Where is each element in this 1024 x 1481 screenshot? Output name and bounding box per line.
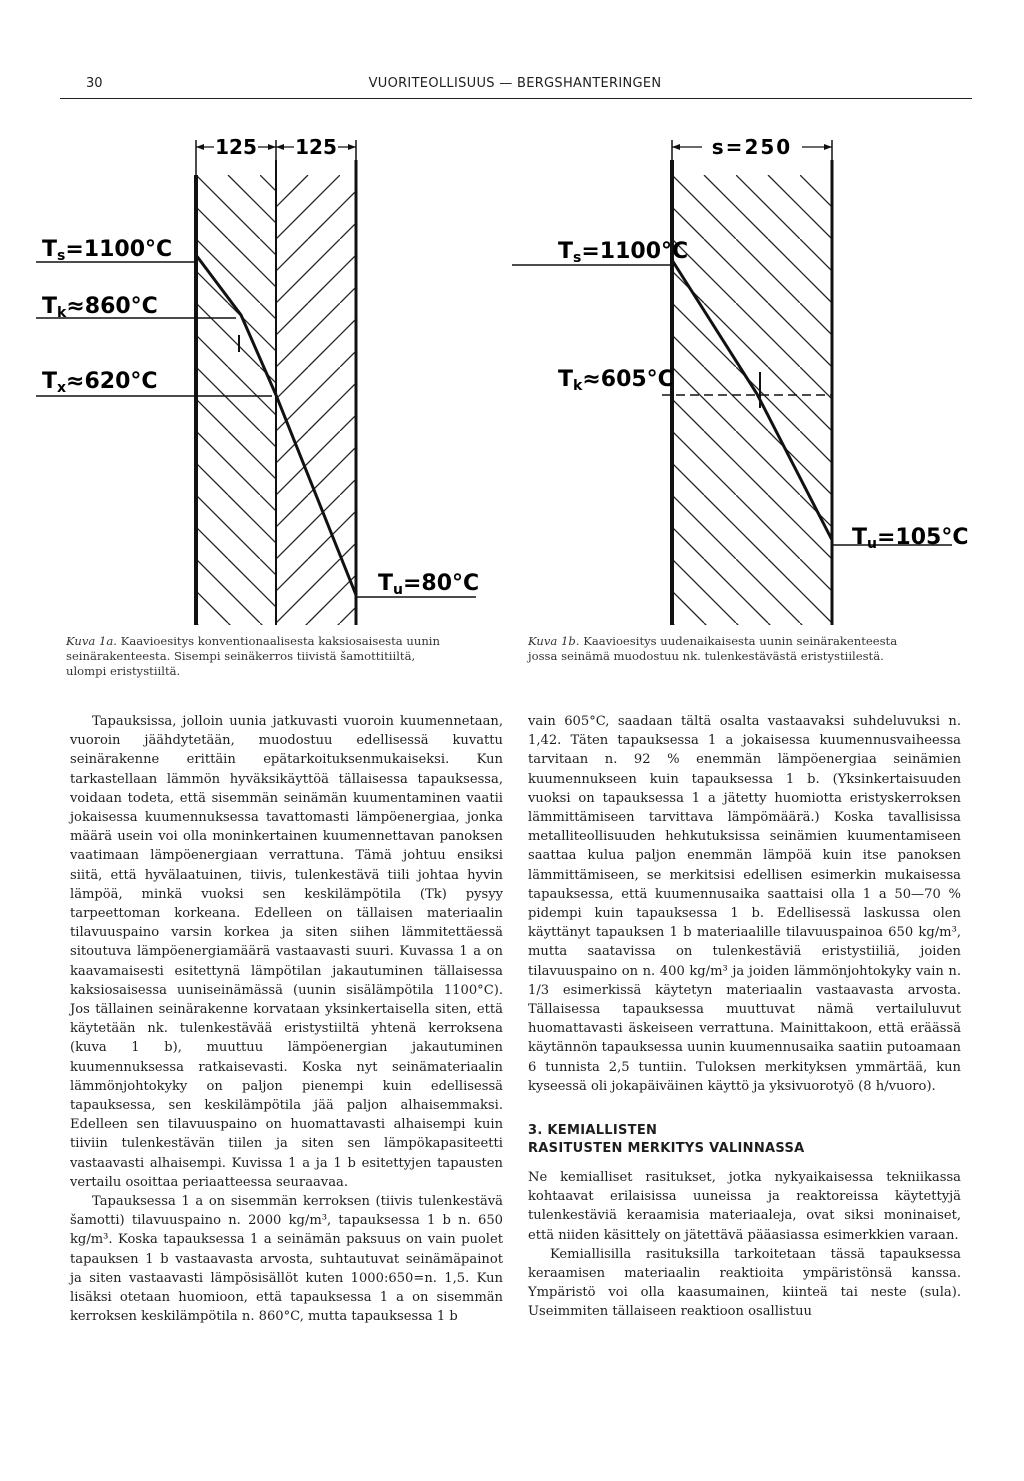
- label-tu: Tu=80°C: [378, 571, 480, 598]
- running-title: VUORITEOLLISUUS — BERGSHANTERINGEN: [368, 76, 662, 91]
- label-tk: Tk≈605°C: [558, 367, 674, 394]
- left-column: [70, 712, 503, 1327]
- page-header: [60, 76, 970, 98]
- dimension-label-inner: 125: [215, 135, 257, 159]
- inner-layer-hatch: [196, 175, 276, 625]
- figure-1b: [512, 120, 972, 630]
- label-tk: Tk≈860°C: [42, 294, 158, 321]
- dimension-label: s=250: [711, 135, 793, 159]
- section-heading: 3. KEMIALLISTEN RASITUSTEN MERKITYS VALINNASSA: [528, 1123, 805, 1157]
- figure-1a-diagram: [36, 120, 486, 630]
- figure-1a: [36, 120, 486, 630]
- paragraph: Ne kemialliset rasitukset, jotka nykyaikaisessa tekniikassa kohtaavat erilaisissa uuneissa ja reaktoreissa käytettyjä tulenkestäviä keraamisia materiaaleja, ovat siksi moninaiset, että niiden käsittely on jätettävä pääasiassa esimerkkien varaan.: [528, 1170, 961, 1243]
- caption-1b: Kuva 1b. Kaavioesitys uudenaikaisesta uunin seinärakenteesta jossa seinämä muodostuu nk. tulenkestävästä eristystiilestä.: [528, 634, 898, 663]
- paragraph: Tapauksissa, jolloin uunia jatkuvasti vuoroin kuumennetaan, vuoroin jäähdytetään, muodostuu edellisessä kuvattu seinärakenne erittäin epätarkoituksenmukaiseksi. Kun tarkastellaan lämmön hyväksikäyttöä tällaisessa tapauksessa, voidaan todeta, että sisemmän seinämän kuumentaminen vaatii jokaisessa kuumennuksessa tavattomasti lämpöenergiaa, jonka määrä usein voi olla moninkertainen kuumennettavan panoksen vaatimaan lämpöenergiaan verrattuna. Tämä johtuu ensiksi siitä, että hyvälaatuinen, tiivis, tulenkestävä tiili johtaa hyvin lämpöä, minkä vuoksi sen keskilämpötila (Tk) pysyy tarpeettoman korkeana. Edelleen on tällaisen materiaalin tilavuuspaino varsin korkea ja siten siihen lämmitettäessä sitoutuva lämpöenergiamäärä vastaavasti suuri. Kuvassa 1 a on kaavamaisesti esitettynä lämpötilan jakautuminen tällaisessa kaksiosaisessa uuniseinämässä (uunin sisälämpötila 1100°C). Jos tällainen seinärakenne korvataan yksinkertaisella siten, että käytetään nk. tulenkestävää eristystiiltä yhtenä kerroksena (kuva 1 b), muuttuu lämpöenergian jakautuminen kuumennuksessa ratkaisevasti. Koska nyt seinämateriaalin lämmönjohtokyky on paljon pienempi kuin edellisessä tapauksessa, sen keskilämpötila jää paljon alhaisemmaksi. Edelleen sen tilavuuspaino on huomattavasti alhaisempi kuin tiiviin tulenkestävän tiilen ja siten sen lämpökapasiteetti vastaavasti alhaisempi. Kuvissa 1 a ja 1 b esitettyjen tapausten vertailu osoittaa periaatteessa seuraavaa.: [70, 714, 503, 1190]
- outer-layer-hatch: [276, 175, 356, 625]
- figure-1b-diagram: [512, 120, 972, 630]
- header-rule: [60, 98, 972, 99]
- label-ts: Ts=1100°C: [558, 239, 689, 266]
- label-tu: Tu=105°C: [852, 525, 969, 552]
- caption-1b-label: Kuva 1b.: [528, 634, 580, 648]
- right-column: [528, 712, 961, 1322]
- label-ts: Ts=1100°C: [42, 237, 173, 264]
- paragraph: vain 605°C, saadaan tältä osalta vastaavaksi suhdeluvuksi n. 1,42. Täten tapauksessa 1 a jokaisessa kuumennusvaiheessa tarvitaan n. 92 % enemmän lämpöenergiaa seinämien kuumennukseen kuin tapauksessa 1 b. (Yksinkertaisuuden vuoksi on tapauksessa 1 a jätetty huomiotta eristyskerroksen lämmittämiseen tarvittava lämpömäärä.) Koska tavallisissa metalliteollisuuden hehkutuksissa seinämien kuumentamiseen saattaa kulua paljon enemmän lämpöä kuin itse panoksen lämmittämiseen, se merkitsisi edellisen esimerkin mukaisessa tapauksessa, että kuumennusaika saattaisi olla 1 a 50—70 % pidempi kuin tapauksessa 1 b. Edellisessä laskussa olen käyttänyt tapauksen 1 b materiaalille tilavuuspainoa 650 kg/m³, mutta saatavissa on tulenkestäviä eristystiiliä, joiden tilavuuspaino on n. 400 kg/m³ ja joiden lämmönjohtokyky vain n. 1/3 esimerkissä käytetyn materiaalin vastaavasta arvosta. Tällaisessa tapauksessa muuttuvat nämä vertailuluvut huomattavasti äskeiseen verrattuna. Mainittakoon, että eräässä käytännön tapauksessa uunin kuumennusaika saatiin putoamaan 6 tunnista 2,5 tuntiin. Tuloksen merkityksen ymmärtää, kun kyseessä oli jokapäiväinen käyttö ja yksivuorotyö (8 h/vuoro).: [528, 714, 961, 1094]
- paragraph: Kemiallisilla rasituksilla tarkoitetaan tässä tapauksessa keraamisen materiaalin reaktioita ympäristönsä kanssa. Ympäristö voi olla kaasumainen, kiinteä tai neste (sula). Useimmiten tällaiseen reaktioon osallistuu: [528, 1246, 961, 1320]
- caption-1a-label: Kuva 1a.: [66, 634, 117, 648]
- paragraph: Tapauksessa 1 a on sisemmän kerroksen (tiivis tulenkestävä šamotti) tilavuuspaino n. 2000 kg/m³, tapauksessa 1 b n. 650 kg/m³. Koska tapauksessa 1 a seinämän paksuus on vain puolet tapauksen 1 b vastaavasta arvosta, suhtautuvat seinämäpainot ja siten vastaavasti lämpösisällöt kuten 1000:650=n. 1,5. Kun lisäksi otetaan huomioon, että tapauksessa 1 a on sisemmän kerroksen keskilämpötila n. 860°C, mutta tapauksessa 1 b: [70, 1194, 503, 1325]
- page-number: 30: [86, 76, 103, 91]
- dimension-label-outer: 125: [295, 135, 337, 159]
- caption-1a: Kuva 1a. Kaavioesitys konventionaalisesta kaksiosaisesta uunin seinärakenteesta. Sisempi seinäkerros tiivistä šamottitiiltä, ulompi eristystiiltä.: [66, 634, 440, 678]
- wall-hatch: [672, 175, 832, 625]
- label-tx: Tx≈620°C: [42, 369, 158, 396]
